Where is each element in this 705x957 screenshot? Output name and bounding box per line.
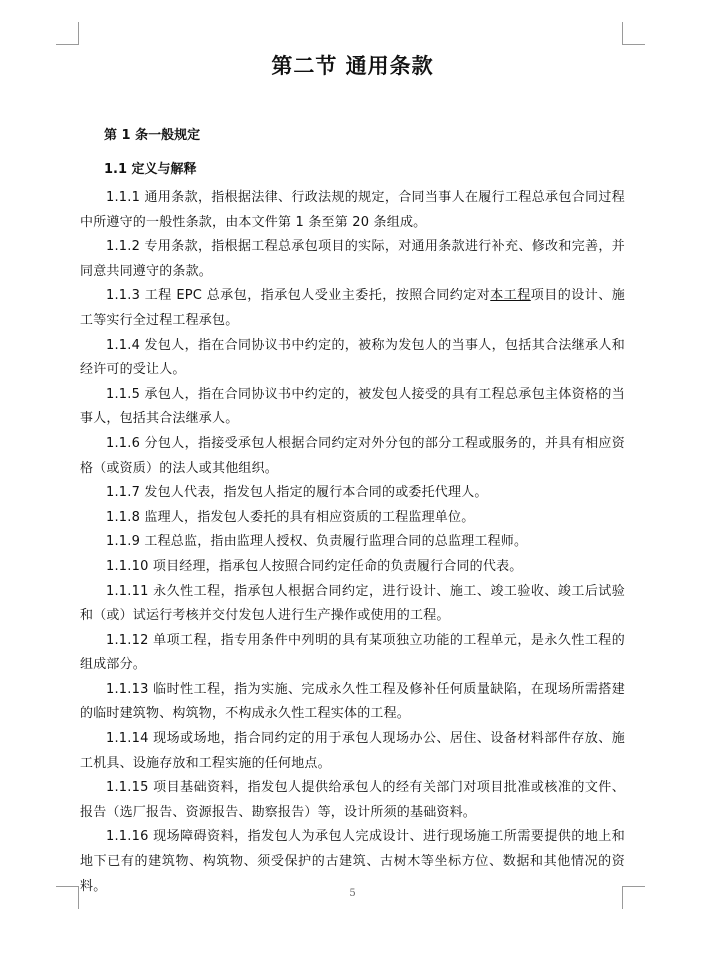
clause-1-1-12: 1.1.12 单项工程，指专用条件中列明的具有某项独立功能的工程单元，是永久性工程的组成部分。 xyxy=(80,632,625,673)
clause-1-1-10: 1.1.10 项目经理，指承包人按照合同约定任命的负责履行合同的代表。 xyxy=(106,558,523,574)
section-heading: 1.1 定义与解释 xyxy=(104,162,197,177)
article-heading: 第 1 条一般规定 xyxy=(104,128,201,143)
clause-1-1-7: 1.1.7 发包人代表，指发包人指定的履行本合同的或委托代理人。 xyxy=(106,485,488,501)
clause-text: 1.1.3 工程 EPC 总承包，指承包人受业主委托，按照合同约定对 xyxy=(106,288,491,304)
document-body xyxy=(80,186,625,899)
clause-1-1-4: 1.1.4 发包人，指在合同协议书中约定的，被称为发包人的当事人，包括其合法继承人和经许可的受让人。 xyxy=(80,337,625,378)
page-title: 第二节 通用条款 xyxy=(271,54,434,78)
clause-1-1-14: 1.1.14 现场或场地，指合同约定的用于承包人现场办公、居住、设备材料部件存放、施工机具、设施存放和工程实施的任何地点。 xyxy=(80,731,625,771)
crop-mark-top-left xyxy=(56,22,79,45)
clause-1-1-2: 1.1.2 专用条款，指根据工程总承包项目的实际，对通用条款进行补充、修改和完善，并同意共同遵守的条款。 xyxy=(80,239,625,279)
clause-1-1-5: 1.1.5 承包人，指在合同协议书中约定的，被发包人接受的具有工程总承包主体资格的当事人，包括其合法继承人。 xyxy=(80,386,625,427)
clause-1-1-8: 1.1.8 监理人，指发包人委托的具有相应资质的工程监理单位。 xyxy=(106,509,475,525)
clause-1-1-16: 1.1.16 现场障碍资料，指发包人为承包人完成设计、进行现场施工所需要提供的地上和地下已有的建筑物、构筑物、须受保护的古建筑、古树木等坐标方位、数据和其他情况的资料。 xyxy=(80,829,625,894)
clause-1-1-1: 1.1.1 通用条款，指根据法律、行政法规的规定，合同当事人在履行工程总承包合同过程中所遵守的一般性条款，由本文件第 1 条至第 20 条组成。 xyxy=(80,190,625,230)
clause-1-1-3 xyxy=(80,284,625,333)
clause-1-1-15: 1.1.15 项目基础资料，指发包人提供给承包人的经有关部门对项目批准或核准的文件、报告（选厂报告、资源报告、勘察报告）等，设计所须的基础资料。 xyxy=(80,780,625,820)
clause-1-1-13: 1.1.13 临时性工程，指为实施、完成永久性工程及修补任何质量缺陷，在现场所需搭建的临时建筑物、构筑物，不构成永久性工程实体的工程。 xyxy=(80,681,625,722)
clause-1-1-6: 1.1.6 分包人，指接受承包人根据合同约定对外分包的部分工程或服务的，并具有相应资格（或资质）的法人或其他组织。 xyxy=(80,435,625,476)
crop-mark-top-right xyxy=(622,22,645,45)
page-number: 5 xyxy=(349,888,356,899)
underlined-term: 本工程 xyxy=(490,288,531,304)
clause-1-1-11: 1.1.11 永久性工程，指承包人根据合同约定，进行设计、施工、竣工验收、竣工后试验和（或）试运行考核并交付发包人进行生产操作或使用的工程。 xyxy=(80,583,625,624)
clause-1-1-9: 1.1.9 工程总监，指由监理人授权、负责履行监理合同的总监理工程师。 xyxy=(106,534,528,550)
clause-text: 项目的设计、施工等实行全过程工程承包。 xyxy=(80,288,625,328)
